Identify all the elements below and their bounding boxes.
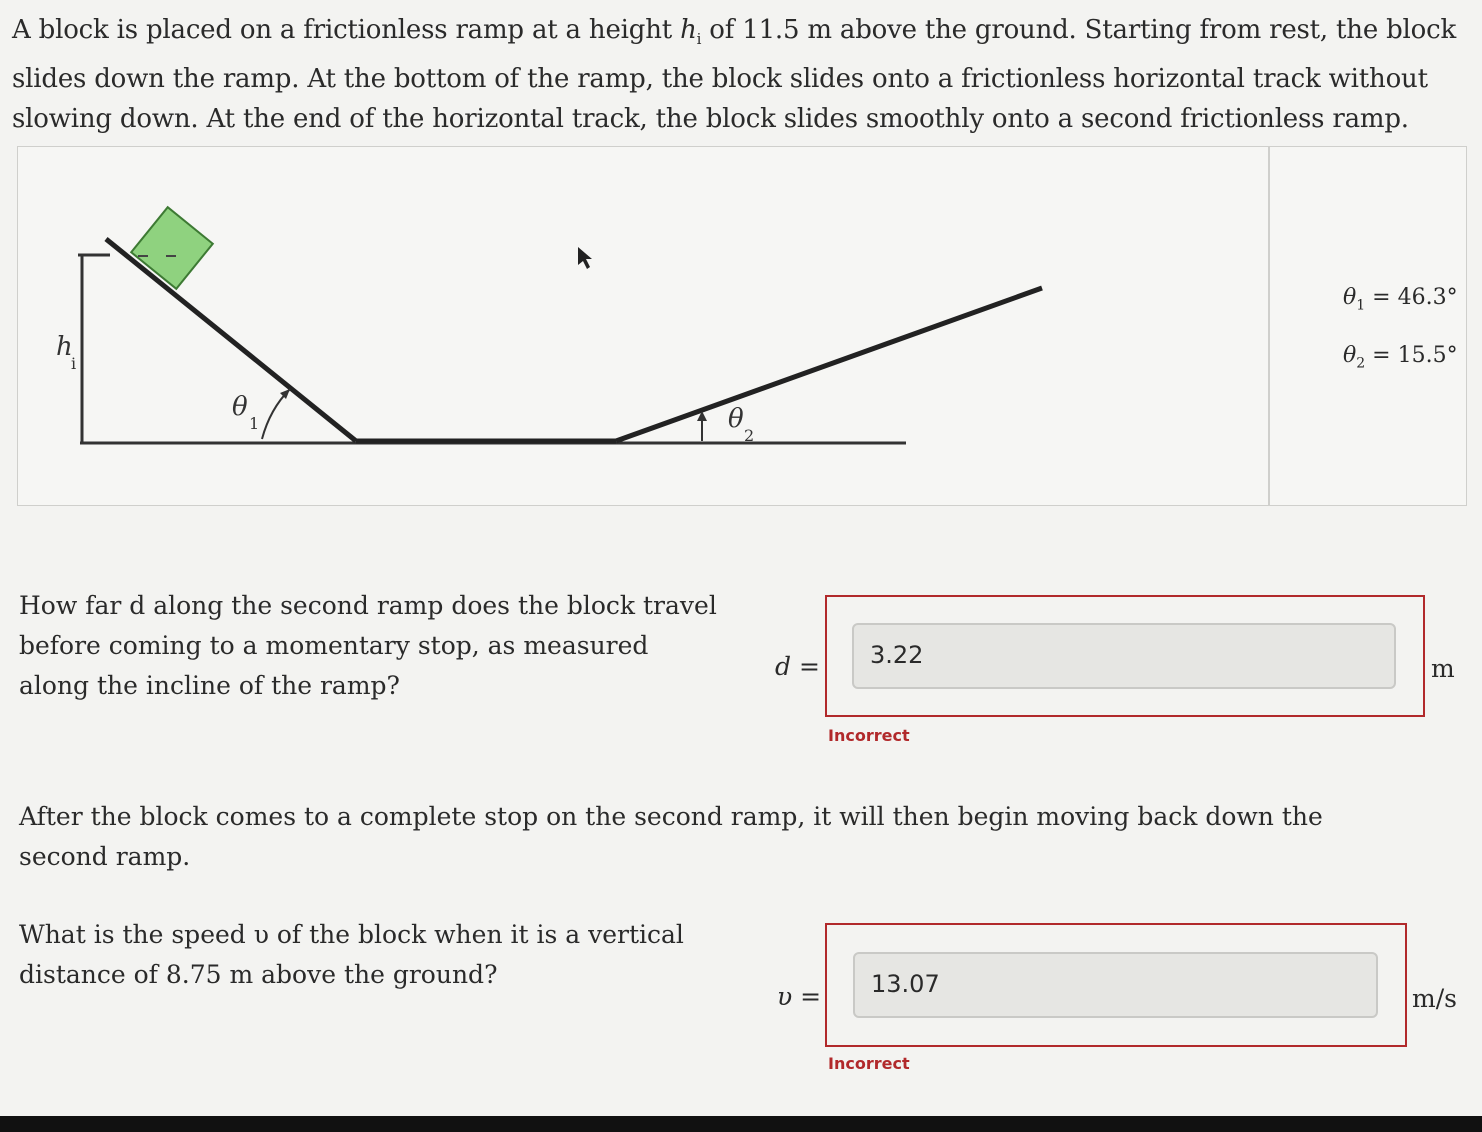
theta2-value <box>1343 343 1458 371</box>
theta1-value <box>1343 285 1458 313</box>
d-label <box>775 652 820 681</box>
intro-text-2: of 11.5 m above the ground. Starting from rest, the block slides down the ramp. At the bottom of the ramp, the block slides onto a frictionless horizontal track without slowing down. At the end of the horizontal track, the block slides smoothly onto a second frictionless ramp. <box>12 15 1457 135</box>
theta1-value-text: = 46.3° <box>1372 285 1458 310</box>
theta2-sub: 2 <box>744 426 755 445</box>
theta1-value-sub: 1 <box>1356 297 1366 314</box>
ramp-diagram <box>18 147 1268 507</box>
theta2-label: θ <box>728 404 744 434</box>
v-var: υ <box>777 982 793 1011</box>
second-ramp <box>616 288 1042 441</box>
intro-h-var: h <box>680 15 697 45</box>
intro-text-1: A block is placed on a frictionless ramp at a height <box>12 15 681 45</box>
figure-divider <box>1268 147 1270 505</box>
answer-v-input[interactable]: 13.07 <box>853 952 1378 1018</box>
question-1-text: How far d along the second ramp does the block travel before coming to a momentary stop, as measured along the incline of the ramp? <box>19 591 717 700</box>
answer-d-input[interactable]: 3.22 <box>852 623 1396 689</box>
d-var: d <box>775 652 792 681</box>
theta1-sub: 1 <box>249 414 260 433</box>
sliding-block <box>131 207 213 289</box>
ramp-figure <box>17 146 1467 506</box>
h-label: h <box>56 332 73 362</box>
question-2-text: What is the speed υ of the block when it is a vertical distance of 8.75 m above the ground? <box>19 920 684 989</box>
v-label <box>777 982 821 1011</box>
unit-m: m <box>1431 654 1455 683</box>
theta2-value-text: = 15.5° <box>1372 343 1458 368</box>
status-incorrect-v: Incorrect <box>828 1054 910 1073</box>
screen-bottom-edge <box>0 1116 1482 1132</box>
intro-h-sub: i <box>696 30 702 49</box>
theta1-label: θ <box>232 392 248 422</box>
problem-intro <box>12 10 1467 139</box>
first-ramp <box>106 239 356 441</box>
status-incorrect-d: Incorrect <box>828 726 910 745</box>
d-eq: = <box>791 652 820 681</box>
middle-statement: After the block comes to a complete stop on the second ramp, it will then begin moving back down the second ramp. <box>19 802 1323 871</box>
theta2-sym: θ <box>1343 343 1357 368</box>
theta1-sym: θ <box>1343 285 1357 310</box>
v-eq: = <box>792 982 822 1011</box>
h-sub: i <box>71 354 77 373</box>
unit-mps: m/s <box>1412 984 1457 1013</box>
theta2-value-sub: 2 <box>1356 355 1366 372</box>
mouse-cursor-icon <box>578 247 592 269</box>
